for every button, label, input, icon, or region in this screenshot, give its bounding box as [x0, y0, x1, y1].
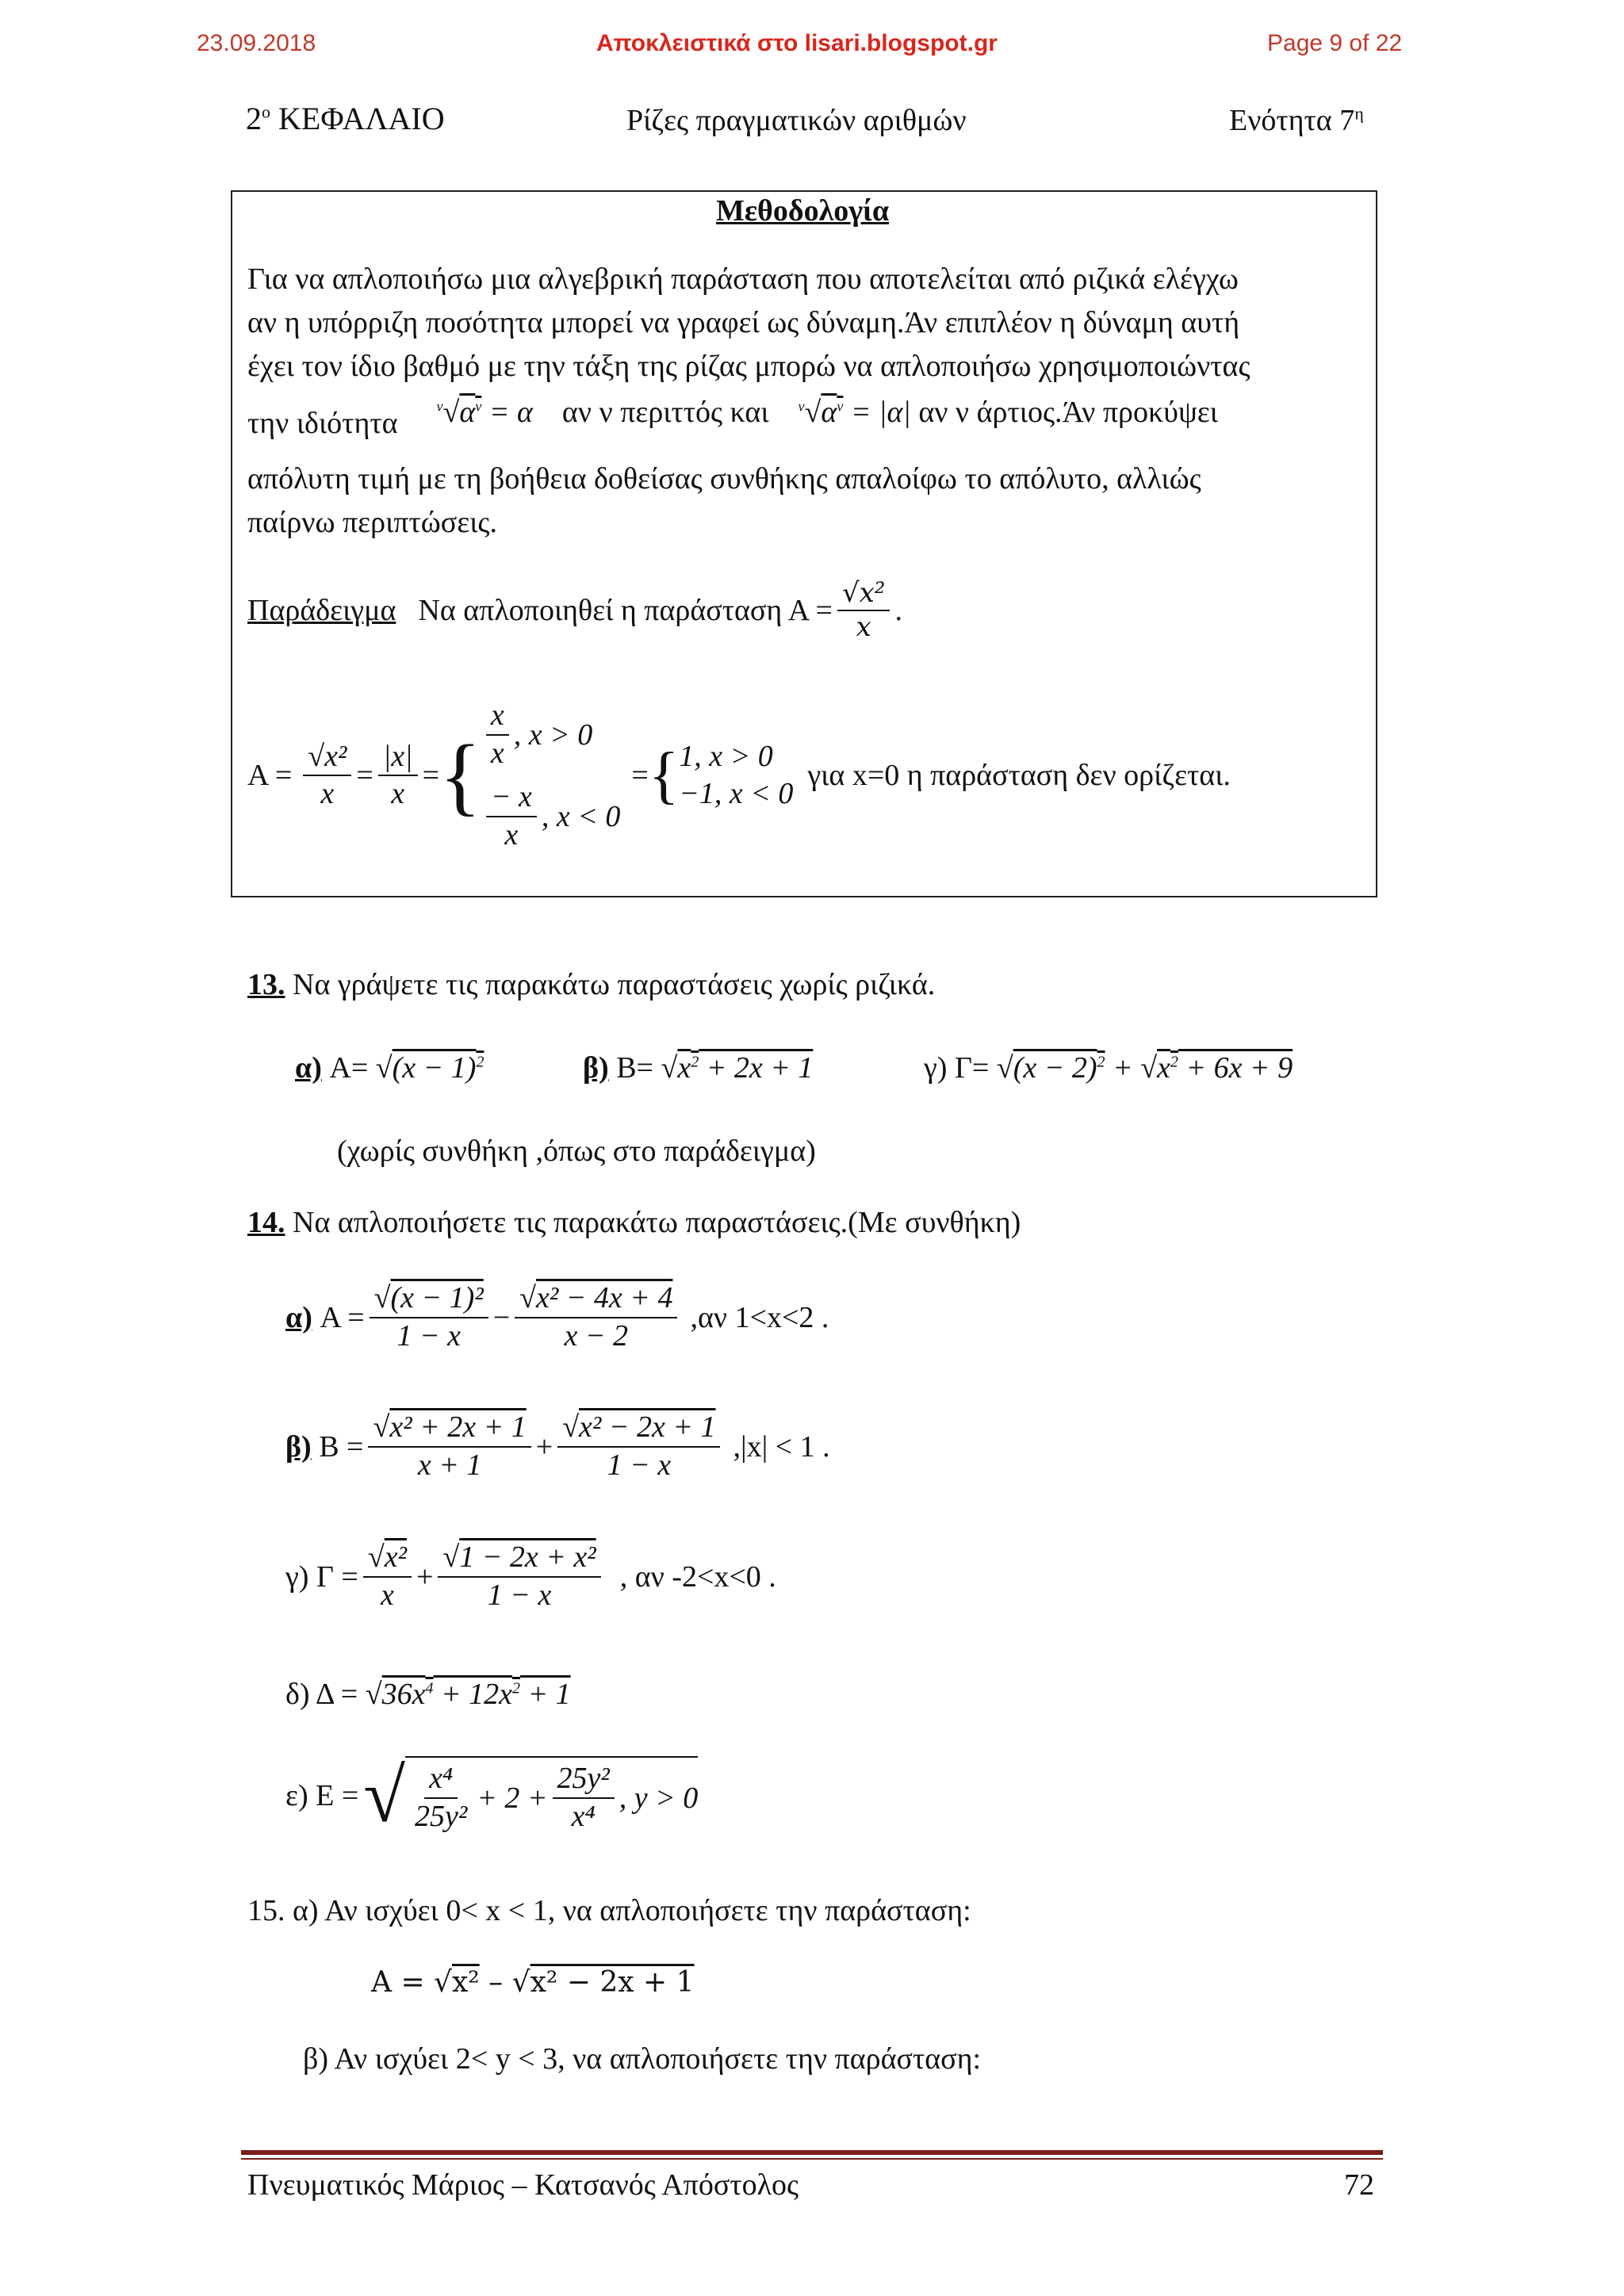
example-label: Παράδειγμα: [247, 593, 396, 627]
methodology-line-2: αν η υπόρριζη ποσότητα μπορεί να γραφεί ως δύναμη.Άν επιπλέον η δύναμη αυτή: [247, 306, 1240, 339]
unit-label: Ενότητα 7: [1229, 104, 1355, 137]
example-line: Παράδειγμα Να απλοποιηθεί η παράσταση Α = $\frac{\text{√x²}}{x}$ .: [247, 577, 902, 643]
methodology-line-6: παίρνω περιπτώσεις.: [247, 506, 497, 539]
ex13-text: Να γράψετε τις παρακάτω παραστάσεις χωρίς ριζικά.: [293, 968, 936, 1001]
ex13-number: 13.: [247, 968, 285, 1001]
methodology-line-1: Για να απλοποιήσω μια αλγεβρική παράσταση που αποτελείται από ριζικά ελέγχω: [247, 262, 1239, 296]
chapter-unit: [1229, 103, 1364, 138]
property-odd-text: αν ν περιττός και: [561, 396, 769, 429]
ex14-c-label: γ): [285, 1559, 309, 1594]
ex14-b-label: β): [285, 1429, 312, 1464]
ex13-c-label: γ): [924, 1051, 948, 1085]
ex15-a-formula: Α = √x² – √x² − 2x + 1: [371, 1966, 695, 1999]
ex14-b: β) B = $\frac{\text{√x² + 2x + 1}}{x + 1}$ + $\frac{\text{√x² − 2x + 1}}{1 - x}$ ,|x| < 1 .: [285, 1410, 830, 1482]
property-even-formula: $^\nu√\alpha^\nu = |\alpha|$: [798, 396, 911, 429]
ex14-a: α) A = $\frac{\text{√(x − 1)²}}{1 - x}$ − $\frac{\text{√x² − 4x + 4}}{x - 2}$ ,αν 1<x<2 .: [285, 1281, 829, 1353]
header-page: Page 9 of 22: [1267, 30, 1403, 56]
ex14-c: γ) Γ = $\frac{\text{√x²}}{x}$ + $\frac{\text{√1 − 2x + x²}}{1 - x}$ , αν -2<x<0 .: [285, 1540, 776, 1612]
ex14-a-condition: ,αν 1<x<2 .: [690, 1300, 829, 1334]
ex14-a-label: α): [285, 1300, 312, 1334]
property-odd-formula: $^\nu√\alpha^\nu = \alpha$: [436, 396, 533, 429]
ex13-a-label: α): [295, 1051, 322, 1085]
header-site-link[interactable]: Αποκλειστικά στο lisari.blogspot.gr: [596, 30, 998, 56]
worked-example-note: για x=0 η παράσταση δεν ορίζεται.: [807, 759, 1231, 793]
chapter-word: ΚΕΦΑΛΑΙΟ: [278, 101, 445, 136]
ex14-e: ε) Ε = √ $\frac{\text{x⁴}}{\text{25y²}}$ + 2 + $\frac{\text{25y²}}{\text{x⁴}}$ , y > 0: [285, 1752, 699, 1838]
ex13-b: β) $B= √x^2 + 2x + 1$: [583, 1051, 814, 1085]
ex15-b-text: β) Αν ισχύει 2< y < 3, να απλοποιήσετε την παράσταση:: [303, 2042, 982, 2076]
ex14-number: 14.: [247, 1206, 285, 1239]
footer-authors: Πνευματικός Μάριος – Κατσανός Απόστολος: [247, 2168, 799, 2202]
ex15-a-text: 15. α) Αν ισχύει 0< x < 1, να απλοποιήσετε την παράσταση:: [247, 1894, 971, 1927]
ex13-heading: [247, 967, 935, 1002]
ex14-heading: [247, 1205, 1021, 1240]
ex14-c-condition: , αν -2<x<0 .: [619, 1559, 776, 1594]
ex14-d: δ) $\Delta = √36x^4 + 12x^2 + 1$: [285, 1678, 571, 1711]
ex13-a: α) $A= √(x - 1)^2$: [295, 1051, 485, 1085]
ex14-e-label: ε): [285, 1778, 308, 1812]
footer-rule: [241, 2150, 1383, 2155]
footer-page-number: 72: [1344, 2168, 1374, 2202]
footer-rule-thin: [241, 2158, 1383, 2160]
chapter-number: 2: [246, 101, 262, 136]
methodology-title: Μεθοδολογία: [715, 194, 890, 228]
chapter-heading: [246, 100, 445, 137]
example-fraction: $\frac{\text{√x²}}{x}$: [837, 577, 890, 644]
ex13-b-label: β): [583, 1051, 609, 1085]
ex13-note: (χωρίς συνθήκη ,όπως στο παράδειγμα): [337, 1135, 816, 1168]
example-text: Να απλοποιηθεί η παράσταση Α =: [418, 593, 833, 627]
methodology-line-3: έχει τον ίδιο βαθμό με την τάξη της ρίζας μπορώ να απλοποιήσω χρησιμοποιώντας: [247, 350, 1251, 383]
ex14-d-label: δ): [285, 1678, 310, 1711]
methodology-line-5: απόλυτη τιμή με τη βοήθεια δοθείσας συνθήκης απαλοίφω το απόλυτο, αλλιώς: [247, 462, 1201, 496]
chapter-topic: Ρίζες πραγματικών αριθμών: [626, 104, 967, 137]
property-label: την ιδιότητα: [247, 407, 398, 440]
methodology-line-4: [247, 396, 1218, 441]
unit-sup: η: [1354, 103, 1364, 124]
header-date: 23.09.2018: [197, 30, 316, 56]
worked-example: A = $\frac{\text{√x²}}{x}$ = $\frac{|x|}{x}$ = { $\frac{x}{x}$ , x > 0 $\frac{- x}{x}$ , x < 0 = { 1, x > 0 −1, x < 0 για x=0 η παράσταση δεν ορίζεται.: [247, 698, 1231, 851]
ex14-b-condition: ,|x| < 1 .: [733, 1429, 830, 1464]
property-even-text: αν ν άρτιος.Άν προκύψει: [918, 396, 1218, 429]
chapter-sup: ο: [262, 101, 270, 122]
ex13-c: γ) $\Gamma= √(x - 2)^2 + √x^2 + 6x + 9$: [924, 1051, 1293, 1085]
ex14-text: Να απλοποιήσετε τις παρακάτω παραστάσεις.(Με συνθήκη): [293, 1206, 1021, 1239]
